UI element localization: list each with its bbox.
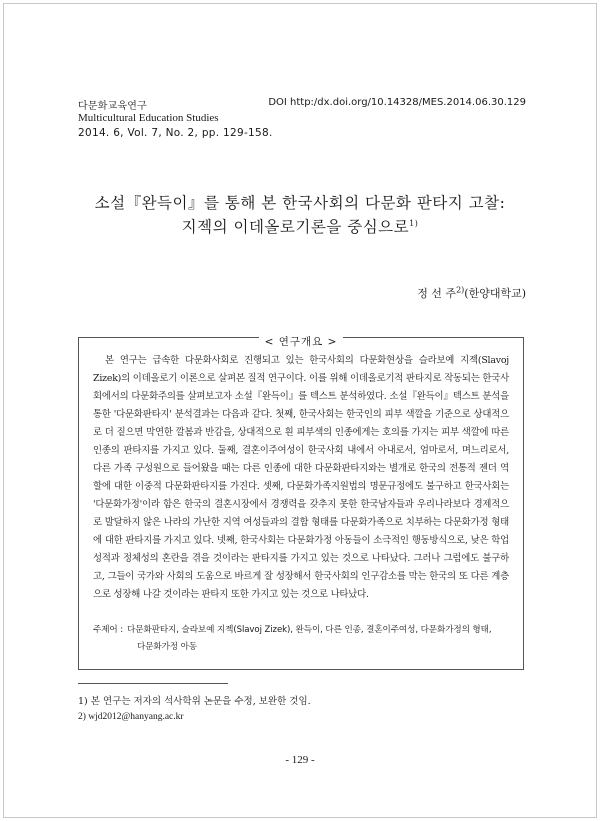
keywords-line-2: 다문화가정 아동 [137, 642, 198, 652]
footnote-2[interactable]: 2) wjd2012@hanyang.ac.kr [78, 712, 184, 722]
title-line-2 [60, 215, 540, 237]
author-affiliation: (한양대학교) [464, 287, 526, 300]
abstract-text: 본 연구는 급속한 다문화사회로 진행되고 있는 한국사회의 다문화현상을 슬라보예 지젝(Slavoj Zizek)의 이데올로기 이론으로 살펴본 질적 연구이다. 이를 위해 이데올로기적 판타지로 작동되는 한국사회에서의 다문화주의를 살펴보고자 소설『완득이』를 텍스트 분석하였다. 소설『완득이』텍스트 분석을 통한 '다문화판타지' 분석결과는 다음과 같다. 첫째, 한국사회는 한국인의 피부 색깔을 기준으로 상대적으로 더 짙으면 막연한 깔봄과 반감을, 상대적으로 흰 피부색의 인종에게는 호의를 가지는 피부 색깔에 따른 인종의 판타지를 가지고 있다. 둘째, 결혼이주여성이 한국사회 내에서 아내로서, 엄마로서, 며느리로서, 다른 가족 구성원으로 들어왔을 때는 다른 인종에 대한 다문화판타지와는 별개로 한국의 전통적 젠더 역할에 대한 이중적 다문화판타지를 가진다. 셋째, 다문화가족지원법의 명문규정에도 불구하고 한국사회는 '다문화가정'이라 함은 한국의 결혼시장에서 경쟁력을 갖추지 못한 한국남자들과 우리나라보다 경제적으로 발달하지 않은 나라의 가난한 지역 여성들과의 결합 형태를 다문화가족으로 치부하는 다문화가정 형태에 대한 판타지를 가지고 있다. 넷째, 한국사회는 다문화가정 아동들이 소극적인 행동방식으로, 낮은 학업 성적과 정체성의 혼란을 겪을 것이라는 판타지를 가지고 있는 것으로 나타났다. 그러나 그럼에도 불구하고, 그들이 국가와 사회의 도움으로 바르게 잘 성장해서 한국사회의 인구감소를 막는 한국의 또 다른 계층으로 성장해 나갈 것이라는 판타지 또한 가지고 있는 것으로 나타났다. [93, 355, 509, 600]
volume-info: 2014. 6, Vol. 7, No. 2, pp. 129-158. [78, 127, 273, 139]
doi-link[interactable]: DOI http:/dx.doi.org/10.14328/MES.2014.06.30.129 [268, 97, 526, 108]
journal-name-english: Multicultural Education Studies [78, 112, 219, 124]
title-line-2-text: 지젝의 이데올로기론을 중심으로 [181, 218, 410, 236]
footnote-divider [78, 683, 228, 684]
abstract-label-wrap [79, 330, 523, 349]
page-number: - 129 - [285, 754, 315, 766]
journal-name-korean: 다문화교육연구 [78, 101, 148, 112]
keywords-label: 주제어 : [93, 625, 124, 635]
keywords-line-1 [93, 622, 509, 639]
author-name: 정 선 주 [417, 287, 457, 300]
title-footnote-ref[interactable]: 1) [409, 218, 419, 228]
author-footnote-ref[interactable]: 2) [456, 285, 465, 295]
keywords-list-1: 다문화판타지, 슬라보예 지젝(Slavoj Zizek), 완득이, 다른 인종, 결혼이주여성, 다문화가정의 형태, [127, 625, 492, 635]
author-line [417, 285, 526, 301]
keywords [93, 622, 509, 656]
abstract-box [78, 337, 524, 670]
title-line-1: 소설『완득이』를 통해 본 한국사회의 다문화 판타지 고찰: [94, 194, 506, 212]
abstract-label: < 연구개요 > [259, 336, 344, 348]
footnote-1: 1) 본 연구는 저자의 석사학위 논문을 수정, 보완한 것임. [78, 696, 311, 707]
